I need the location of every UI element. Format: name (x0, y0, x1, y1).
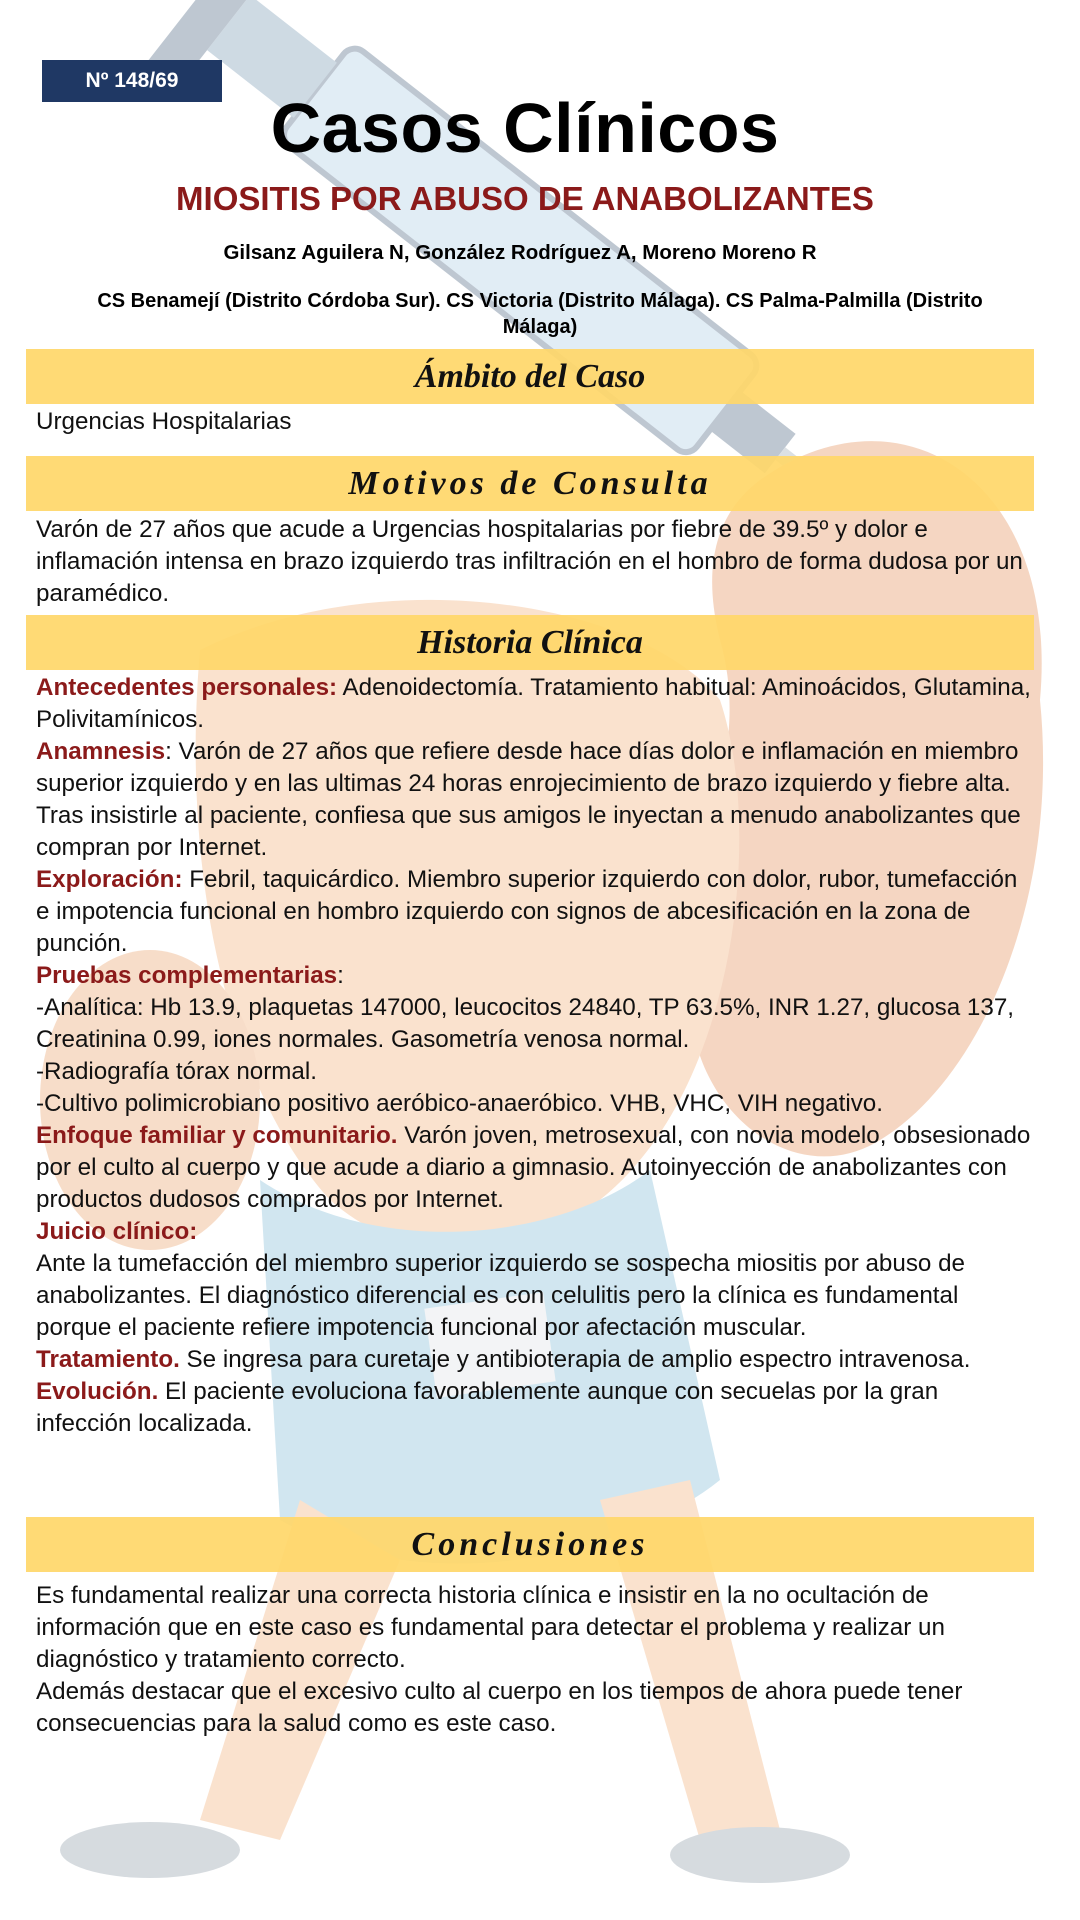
enfoque-label: Enfoque familiar y comunitario. (36, 1122, 398, 1149)
exploracion-text: Febril, taquicárdico. Miembro superior izquierdo con dolor, rubor, tumefacción e impotencia funcional en hombro izquierdo con signos de abcesificación en la zona de punción. (36, 866, 1018, 957)
ambito-text: Urgencias Hospitalarias (36, 408, 292, 435)
pruebas-colon: : (337, 962, 344, 989)
case-title: MIOSITIS POR ABUSO DE ANABOLIZANTES (176, 180, 874, 217)
evolucion-label: Evolución. (36, 1378, 159, 1405)
enfoque-paragraph (36, 1120, 1036, 1216)
section-heading-historia: Historia Clínica (26, 615, 1034, 670)
tratamiento-paragraph (36, 1344, 1036, 1376)
evolucion-paragraph (36, 1376, 1036, 1440)
anamnesis-paragraph (36, 736, 1036, 864)
section-heading-motivos: Motivos de Consulta (26, 456, 1034, 511)
page-title: Casos Clínicos (270, 89, 780, 167)
motivos-text: Varón de 27 años que acude a Urgencias hospitalarias por fiebre de 39.5º y dolor e inflamación intensa en brazo izquierdo tras infiltración en el hombro de forma dudosa por un paramédico. (36, 516, 1023, 607)
enfoque-text: Varón joven, metrosexual, con novia modelo, obsesionado por el culto al cuerpo y que acude a diario a gimnasio. Autoinyección de anabolizantes con productos dudosos comprados por Internet. (36, 1122, 1031, 1213)
conclusiones-body (36, 1580, 1036, 1740)
antecedentes-label: Antecedentes personales: (36, 674, 338, 701)
juicio-text: Ante la tumefacción del miembro superior izquierdo se sospecha miositis por abuso de anabolizantes. El diagnóstico diferencial es con celulitis pero la clínica es fundamental porque el paciente refiere impotencia funcional por afectación muscular. (36, 1250, 966, 1341)
exploracion-paragraph (36, 864, 1036, 960)
pruebas-radiografia: -Radiografía tórax normal. (36, 1058, 317, 1085)
pruebas-paragraph (36, 960, 1036, 992)
evolucion-text: El paciente evoluciona favorablemente aunque con secuelas por la gran infección localizada. (36, 1378, 939, 1437)
historia-body (36, 672, 1036, 1440)
pruebas-label: Pruebas complementarias (36, 962, 338, 989)
conclusiones-text-1: Es fundamental realizar una correcta historia clínica e insistir en la no ocultación de información que en este caso es fundamental para detectar el problema y realizar un diagnóstico y tratamiento correcto. (36, 1582, 945, 1673)
section-heading-ambito: Ámbito del Caso (26, 349, 1034, 404)
issue-badge: Nº 148/69 (42, 60, 222, 102)
juicio-label: Juicio clínico: (36, 1218, 198, 1245)
pruebas-cultivo: -Cultivo polimicrobiano positivo aeróbico-anaeróbico. VHB, VHC, VIH negativo. (36, 1090, 883, 1117)
antecedentes-text: Adenoidectomía. Tratamiento habitual: Aminoácidos, Glutamina, Polivitamínicos. (36, 674, 1031, 733)
tratamiento-label: Tratamiento. (36, 1346, 180, 1373)
section-heading-conclusiones: Conclusiones (26, 1517, 1034, 1572)
antecedentes-paragraph (36, 672, 1036, 736)
exploracion-label: Exploración: (36, 866, 183, 893)
anamnesis-label: Anamnesis (36, 738, 166, 765)
anamnesis-text: : Varón de 27 años que refiere desde hace días dolor e inflamación en miembro superior izquierdo y en las ultimas 24 horas enrojecimiento de brazo izquierdo y fiebre alta. Tras insistirle al paciente, confiesa que sus amigos le inyectan a menudo anabolizantes que compran por Internet. (36, 738, 1021, 861)
conclusiones-text-2: Además destacar que el excesivo culto al cuerpo en los tiempos de ahora puede tener consecuencias para la salud como es este caso. (36, 1678, 963, 1737)
authors: Gilsanz Aguilera N, González Rodríguez A, Moreno Moreno R (223, 241, 817, 264)
tratamiento-text: Se ingresa para curetaje y antibioterapia de amplio espectro intravenosa. (179, 1346, 971, 1373)
affiliation: CS Benamejí (Distrito Córdoba Sur). CS Victoria (Distrito Málaga). CS Palma-Palmilla (Distrito Málaga) (97, 290, 983, 338)
pruebas-analitica: -Analítica: Hb 13.9, plaquetas 147000, leucocitos 24840, TP 63.5%, INR 1.27, glucosa 137, Creatinina 0.99, iones normales. Gasometría venosa normal. (36, 994, 1014, 1053)
